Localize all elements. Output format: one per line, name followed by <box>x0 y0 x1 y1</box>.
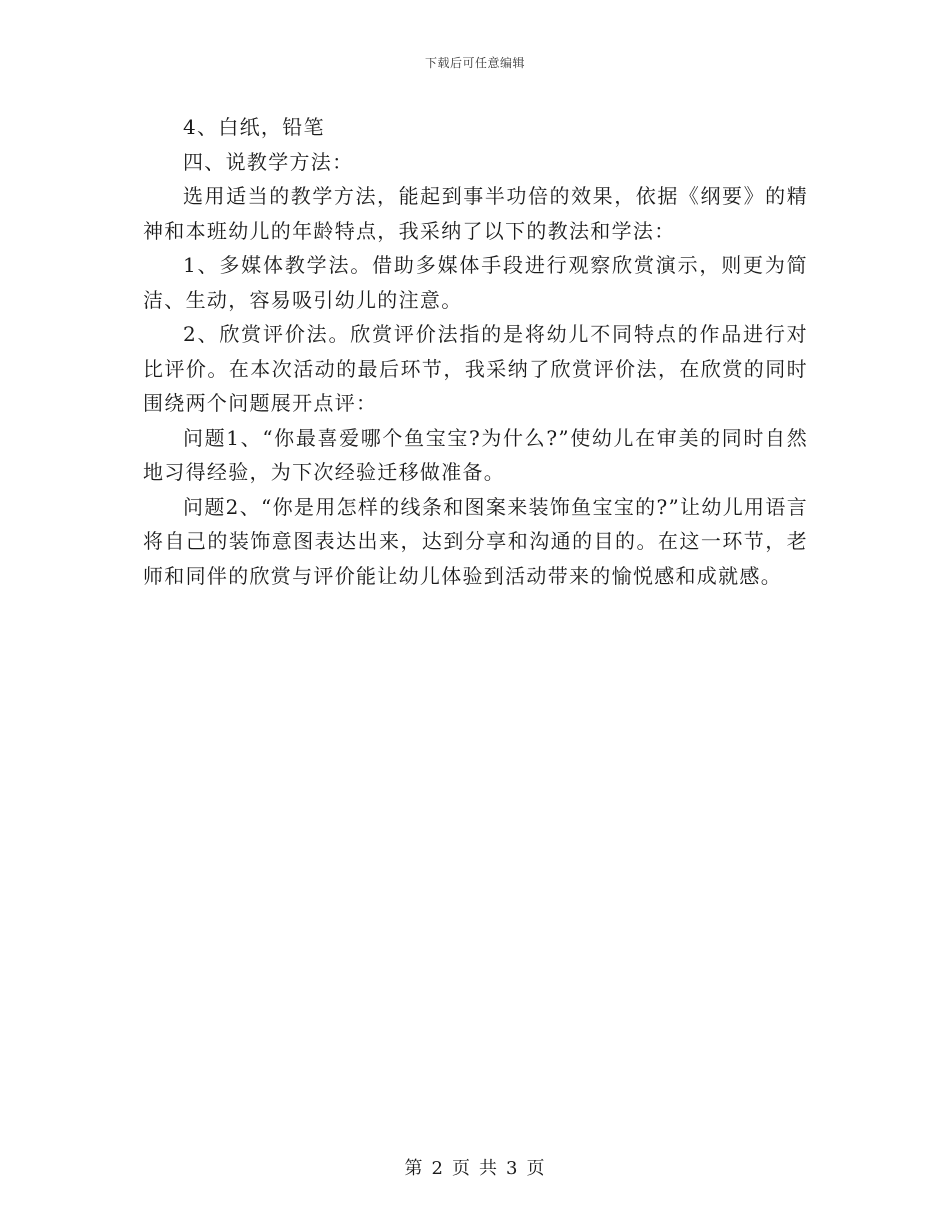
paragraph-materials-item: 4、白纸，铅笔 <box>183 115 325 139</box>
paragraph-multimedia-method: 1、多媒体教学法。借助多媒体手段进行观察欣赏演示，则更为简洁、生动，容易吸引幼儿的注意。 <box>143 253 808 312</box>
footer-suffix: 页 <box>526 1158 546 1179</box>
document-body <box>143 110 808 593</box>
page-number-footer <box>0 1154 950 1180</box>
paragraph-question-1: 问题1、“你最喜爱哪个鱼宝宝?为什么?”使幼儿在审美的同时自然地习得经验，为下次经验迁移做准备。 <box>143 425 808 484</box>
paragraph-method-intro: 选用适当的教学方法，能起到事半功倍的效果，依据《纲要》的精神和本班幼儿的年龄特点，我采纳了以下的教法和学法： <box>143 184 808 243</box>
footer-current-page: 2 <box>431 1158 444 1179</box>
header-note: 下载后可任意编辑 <box>424 56 525 70</box>
footer-prefix: 第 <box>404 1158 424 1179</box>
footer-total-pages: 3 <box>506 1158 519 1179</box>
footer-total-word: 共 <box>479 1158 498 1179</box>
footer-page-word: 页 <box>452 1158 471 1179</box>
paragraph-appreciation-method: 2、欣赏评价法。欣赏评价法指的是将幼儿不同特点的作品进行对比评价。在本次活动的最后环节，我采纳了欣赏评价法，在欣赏的同时围绕两个问题展开点评： <box>143 322 808 415</box>
paragraph-question-2: 问题2、“你是用怎样的线条和图案来装饰鱼宝宝的?”让幼儿用语言将自己的装饰意图表达出来，达到分享和沟通的目的。在这一环节，老师和同伴的欣赏与评价能让幼儿体验到活动带来的愉悦感和成就感。 <box>143 494 808 588</box>
section-heading-teaching-methods: 四、说教学方法： <box>183 149 354 174</box>
